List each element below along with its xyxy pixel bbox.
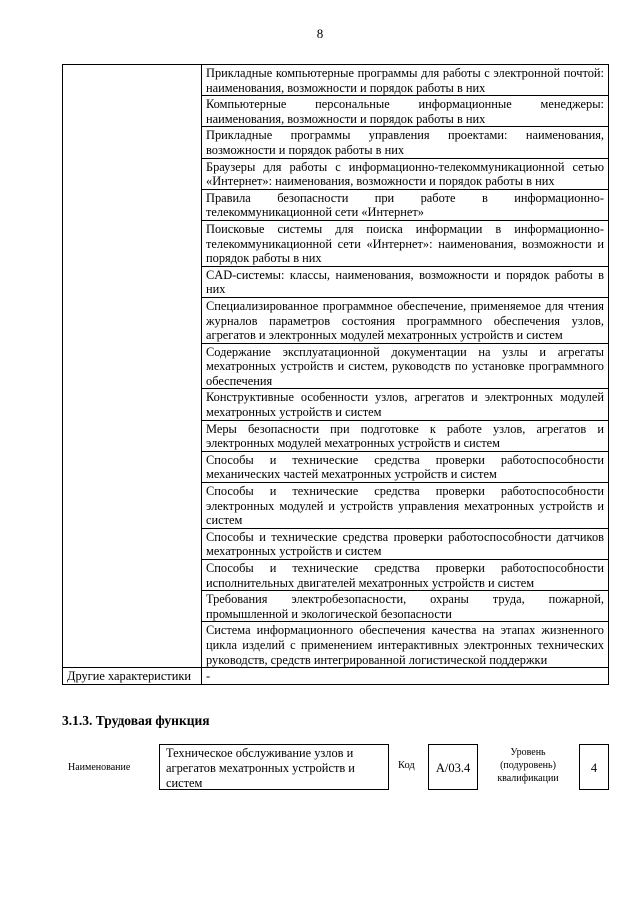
other-characteristics-row [63, 668, 609, 685]
knowledge-item: Способы и технические средства проверки работоспособности электронных модулей и устройств управления мехатронных устройств и систем [202, 483, 609, 529]
knowledge-item: Способы и технические средства проверки работоспособности исполнительных двигателей мехатронных устройств и систем [202, 560, 609, 591]
knowledge-item: Прикладные компьютерные программы для работы с электронной почтой: наименования, возможности и порядок работы в них [202, 65, 609, 96]
knowledge-item: Требования электробезопасности, охраны труда, пожарной, промышленной и экологической безопасности [202, 591, 609, 622]
other-characteristics-label: Другие характеристики [63, 668, 202, 685]
level-value-box: 4 [579, 744, 609, 790]
knowledge-item: Правила безопасности при работе в информационно-телекоммуникационной сети «Интернет» [202, 189, 609, 220]
other-characteristics-value: - [202, 668, 609, 685]
knowledge-item: Конструктивные особенности узлов, агрегатов и электронных модулей мехатронных устройств и систем [202, 389, 609, 420]
table-left-cell [63, 65, 202, 668]
level-label: Уровень (подуровень) квалификации [497, 747, 559, 784]
labor-function-row [62, 744, 610, 794]
knowledge-item: Браузеры для работы с информационно-телекоммуникационной сетью «Интернет»: наименования, возможности и порядок работы в них [202, 158, 609, 189]
code-label: Код [398, 760, 415, 771]
knowledge-item: CAD-системы: классы, наименования, возможности и порядок работы в них [202, 266, 609, 297]
name-label: Наименование [68, 762, 131, 773]
knowledge-item: Меры безопасности при подготовке к работе узлов, агрегатов и электронных модулей мехатронных устройств и систем [202, 420, 609, 451]
code-value-box: А/03.4 [428, 744, 478, 790]
page-number: 8 [316, 26, 324, 41]
knowledge-table [62, 64, 609, 685]
knowledge-item: Способы и технические средства проверки работоспособности датчиков мехатронных устройств и систем [202, 528, 609, 559]
knowledge-item: Прикладные программы управления проектами: наименования, возможности и порядок работы в них [202, 127, 609, 158]
table-row [63, 65, 609, 96]
knowledge-item: Способы и технические средства проверки работоспособности механических частей мехатронных устройств и систем [202, 451, 609, 482]
knowledge-item: Компьютерные персональные информационные менеджеры: наименования, возможности и порядок работы в них [202, 96, 609, 127]
knowledge-item: Специализированное программное обеспечение, применяемое для чтения журналов параметров состояния программного обеспечения узлов, агрегатов и электронных модулей мехатронных устройств и систем [202, 297, 609, 343]
name-value-box: Техническое обслуживание узлов и агрегатов мехатронных устройств и систем [159, 744, 389, 790]
knowledge-item: Содержание эксплуатационной документации на узлы и агрегаты мехатронных устройств и систем, руководств по установке программного обеспечения [202, 343, 609, 389]
knowledge-item: Система информационного обеспечения качества на этапах жизненного цикла изделий с применением интерактивных электронных технических руководств, средств интегрированной логистической поддержки [202, 622, 609, 668]
knowledge-item: Поисковые системы для поиска информации в информационно-телекоммуникационной сети «Интернет»: наименования, возможности и порядок работы в них [202, 220, 609, 266]
section-title: 3.1.3. Трудовая функция [62, 713, 210, 728]
